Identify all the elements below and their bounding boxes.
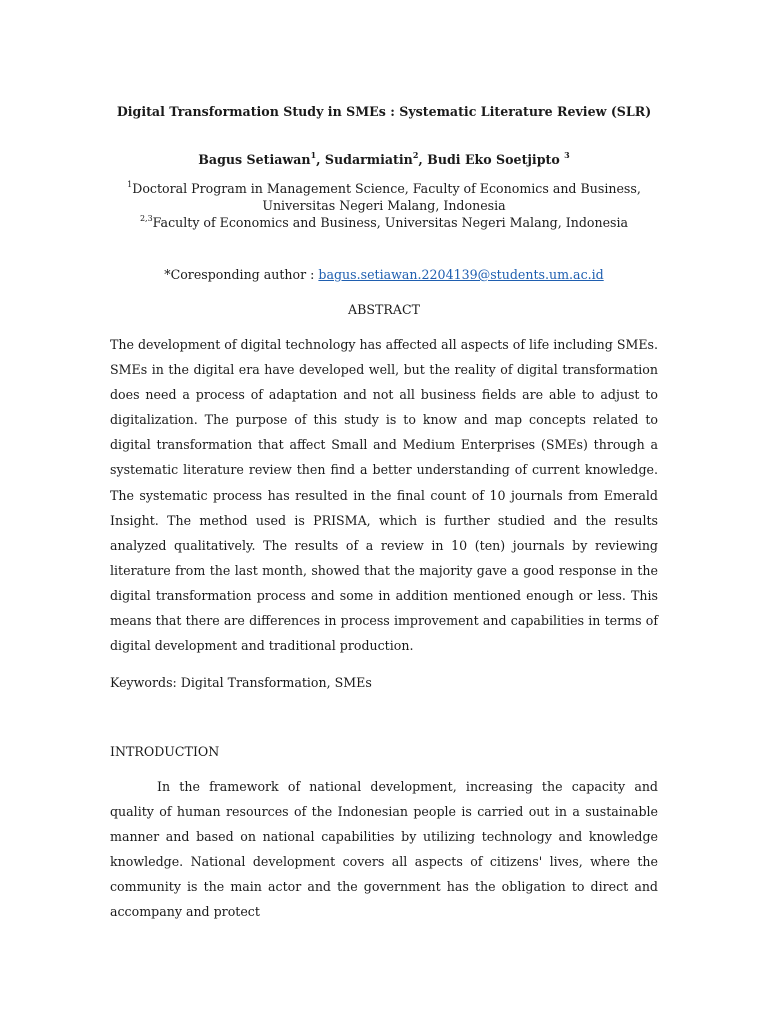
author-affiliation-mark: 1 <box>310 149 317 160</box>
abstract-heading: ABSTRACT <box>348 302 420 317</box>
keywords: Keywords: Digital Transformation, SMEs <box>110 675 372 690</box>
affiliation-text: Universitas Negeri Malang, Indonesia <box>262 198 506 213</box>
affiliation-text: Doctoral Program in Management Science, Faculty of Economics and Business, <box>132 181 641 196</box>
author-name: Sudarmiatin <box>324 152 413 167</box>
author-affiliation-mark: 3 <box>564 149 570 160</box>
affiliation-mark: 1 <box>127 179 133 189</box>
affiliation-text: Faculty of Economics and Business, Universitas Negeri Malang, Indonesia <box>152 215 629 230</box>
introduction-heading: INTRODUCTION <box>110 744 220 759</box>
author-separator: , <box>316 152 325 167</box>
affiliation-mark: 2,3 <box>139 213 153 223</box>
author-name: Budi Eko Soetjipto <box>427 152 565 167</box>
corresponding-email-link[interactable]: bagus.setiawan.2204139@students.um.ac.id <box>318 267 604 282</box>
abstract-text: The development of digital technology has affected all aspects of life including SMEs. SMEs in the digital era have developed well, but the reality of digital transformation does need a process of adaptation and not all business fields are able to adjust to digitalization. The purpose of this study is to know and map concepts related to digital transformation that affect Small and Medium Enterprises (SMEs) through a systematic literature review then find a better understanding of current knowledge. The systematic process has resulted in the final count of 10 journals from Emerald Insight. The method used is PRISMA, which is further studied and the results analyzed qualitatively. The results of a review in 10 (ten) journals by reviewing literature from the last month, showed that the majority gave a good response in the digital transformation process and some in addition mentioned enough or less. This means that there are differences in process improvement and capabilities in terms of digital development and traditional production. <box>110 337 658 654</box>
corresponding-label: *Coresponding author : <box>164 267 319 282</box>
paper-title: Digital Transformation Study in SMEs : Systematic Literature Review (SLR) <box>116 104 652 119</box>
introduction-text: In the framework of national development, increasing the capacity and quality of human resources of the Indonesian people is carried out in a sustainable manner and based on national capabilities by utilizing technology and knowledge knowledge. National development covers all aspects of citizens' lives, where the community is the main actor and the government has the obligation to direct and accompany and protect <box>110 779 658 920</box>
author-list <box>0 151 768 169</box>
corresponding-author <box>0 266 768 284</box>
affiliation-1 <box>0 180 768 198</box>
affiliation-1-continued <box>0 197 768 215</box>
author-affiliation-mark: 2 <box>412 149 419 160</box>
affiliation-2 <box>0 214 768 232</box>
author-separator: , <box>418 152 428 167</box>
author-name: Bagus Setiawan <box>198 152 311 167</box>
